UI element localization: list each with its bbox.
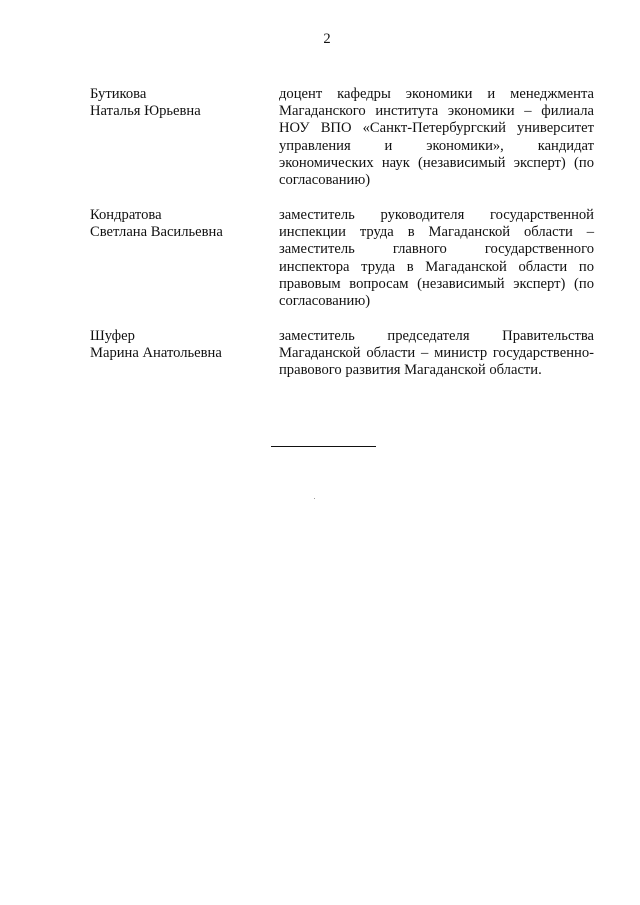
member-given-names: Светлана Васильевна xyxy=(90,224,223,241)
member-given-names: Марина Анатольевна xyxy=(90,345,222,362)
member-name xyxy=(90,207,270,241)
member-name xyxy=(90,328,270,362)
end-separator-line xyxy=(271,446,376,447)
member-position: доцент кафедры экономики и менеджмента Магаданского института экономики – филиала НОУ ВПО «Санкт-Петербургский университет управления и экономики», кандидат экономических наук (независимый эксперт) (по согласованию) xyxy=(279,86,594,189)
member-surname: Шуфер xyxy=(90,328,135,344)
member-surname: Кондратова xyxy=(90,207,162,223)
member-surname: Бутикова xyxy=(90,86,147,102)
member-position: заместитель руководителя государственной инспекции труда в Магаданской области – заместитель главного государственного инспектора труда в Магаданской области по правовым вопросам (независимый эксперт) (по согласованию) xyxy=(279,207,594,310)
scan-speck xyxy=(314,498,315,499)
page-number: 2 xyxy=(323,31,331,47)
member-position: заместитель председателя Правительства Магаданской области – министр государственно-правового развития Магаданской области. xyxy=(279,328,594,379)
member-given-names: Наталья Юрьевна xyxy=(90,103,201,120)
member-name xyxy=(90,86,270,120)
